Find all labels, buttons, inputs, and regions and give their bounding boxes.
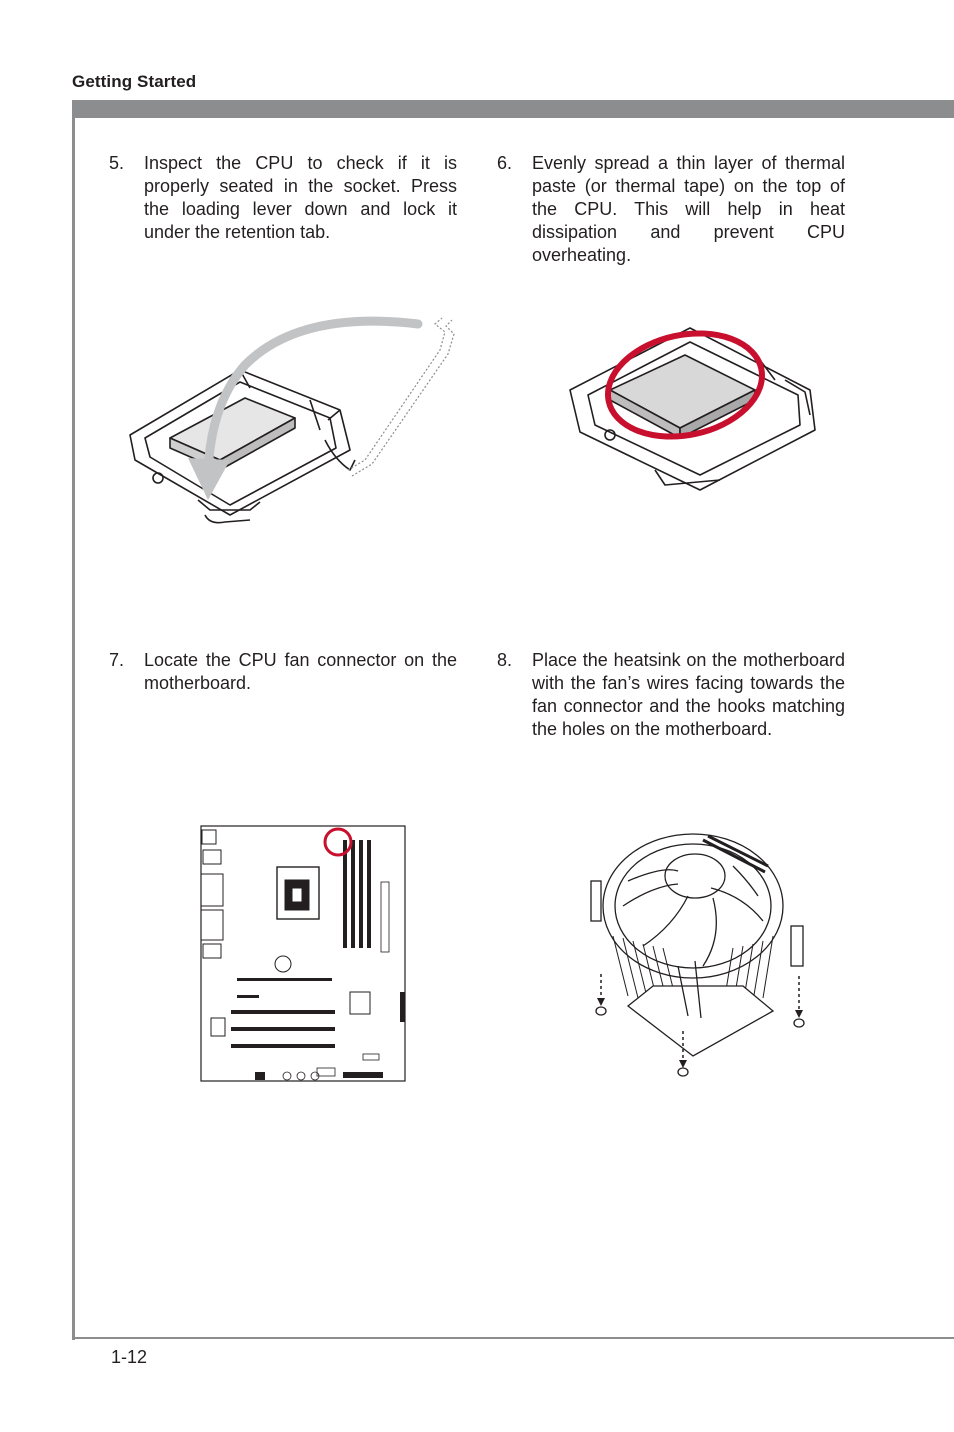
step-text: Locate the CPU fan connector on the motherboard.: [144, 650, 457, 693]
step-number: 8.: [497, 650, 513, 670]
header-bar: [72, 100, 954, 118]
step-7: [109, 649, 457, 695]
step-number: 7.: [109, 650, 125, 670]
step-text: Place the heatsink on the motherboard with the fan’s wires facing towards the fan connector and the hooks matching the holes on the motherboard.: [532, 650, 845, 739]
step-text: Inspect the CPU to check if it is properly seated in the socket. Press the loading lever down and lock it under the retention tab.: [144, 153, 457, 242]
step-5: [109, 152, 457, 244]
motherboard-illustration: [195, 822, 410, 1084]
cpu-thermal-paste-illustration: [560, 320, 830, 500]
left-margin-rule: [72, 100, 75, 1340]
heatsink-installation-illustration: [583, 826, 813, 1078]
section-title: Getting Started: [72, 72, 197, 91]
step-number: 6.: [497, 153, 513, 173]
cpu-socket-lever-illustration: [110, 310, 470, 540]
step-6: [497, 152, 845, 267]
page-number: 1-12: [111, 1347, 148, 1367]
step-text: Evenly spread a thin layer of thermal paste (or thermal tape) on the top of the CPU. This will help in heat dissipation and prevent CPU overheating.: [532, 153, 845, 265]
bottom-rule: [72, 1337, 954, 1339]
step-8: [497, 649, 845, 741]
step-number: 5.: [109, 153, 125, 173]
